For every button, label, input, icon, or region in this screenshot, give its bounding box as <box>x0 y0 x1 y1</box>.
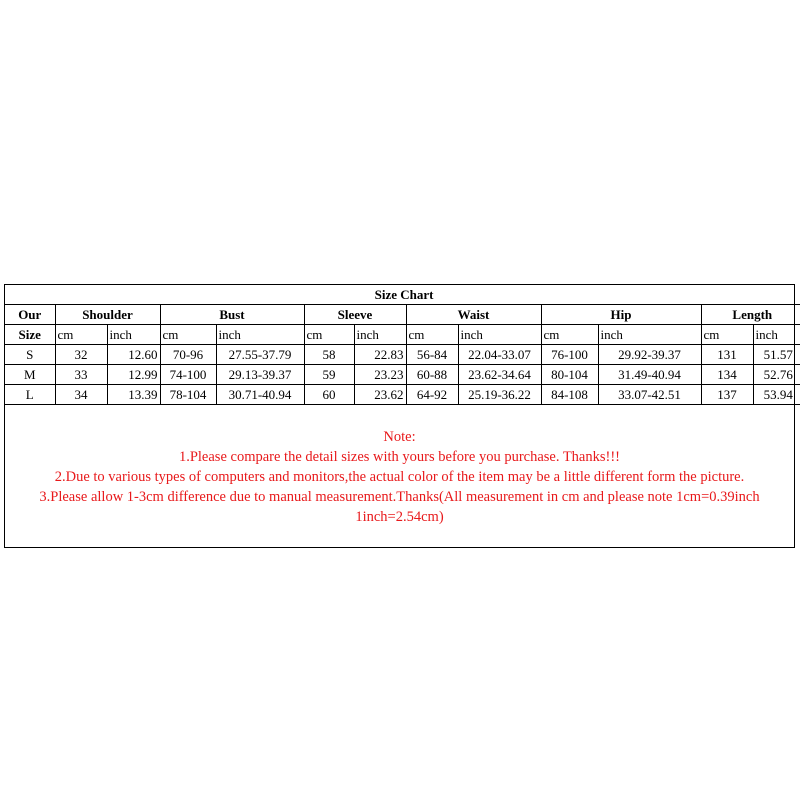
sleeve-inch-value: 22.83 <box>354 345 406 365</box>
length-cm-value: 134 <box>701 365 753 385</box>
unit-cm: cm <box>160 325 216 345</box>
waist-inch-value: 25.19-36.22 <box>458 385 541 405</box>
unit-cm: cm <box>541 325 598 345</box>
unit-header-row <box>5 325 800 345</box>
header-length: Length <box>701 305 800 325</box>
waist-inch-value: 23.62-34.64 <box>458 365 541 385</box>
table-row <box>5 365 800 385</box>
hip-inch-value: 29.92-39.37 <box>598 345 701 365</box>
note-line-3: 3.Please allow 1-3cm difference due to manual measurement.Thanks(All measurement in cm and please note 1cm=0.39inch <box>39 489 760 505</box>
header-bust: Bust <box>160 305 304 325</box>
unit-inch: inch <box>216 325 304 345</box>
waist-cm-value: 64-92 <box>406 385 458 405</box>
shoulder-cm-value: 32 <box>55 345 107 365</box>
sleeve-cm-value: 58 <box>304 345 354 365</box>
unit-inch: inch <box>598 325 701 345</box>
notes-block <box>5 427 794 527</box>
length-cm-value: 131 <box>701 345 753 365</box>
bust-inch-value: 27.55-37.79 <box>216 345 304 365</box>
unit-inch: inch <box>354 325 406 345</box>
chart-title: Size Chart <box>5 285 800 305</box>
sleeve-inch-value: 23.23 <box>354 365 406 385</box>
header-hip: Hip <box>541 305 701 325</box>
shoulder-inch-value: 12.60 <box>107 345 160 365</box>
unit-cm: cm <box>406 325 458 345</box>
size-label: M <box>5 365 55 385</box>
hip-cm-value: 84-108 <box>541 385 598 405</box>
length-inch-value: 52.76 <box>753 365 800 385</box>
unit-cm: cm <box>55 325 107 345</box>
waist-cm-value: 56-84 <box>406 345 458 365</box>
notes-heading: Note: <box>383 429 416 445</box>
hip-cm-value: 80-104 <box>541 365 598 385</box>
length-inch-value: 51.57 <box>753 345 800 365</box>
hip-inch-value: 31.49-40.94 <box>598 365 701 385</box>
size-chart-table <box>5 285 800 405</box>
note-line-1: 1.Please compare the detail sizes with yours before you purchase. Thanks!!! <box>178 449 621 465</box>
hip-cm-value: 76-100 <box>541 345 598 365</box>
size-label: S <box>5 345 55 365</box>
title-row <box>5 285 800 305</box>
header-sleeve: Sleeve <box>304 305 406 325</box>
shoulder-cm-value: 33 <box>55 365 107 385</box>
shoulder-cm-value: 34 <box>55 385 107 405</box>
waist-inch-value: 22.04-33.07 <box>458 345 541 365</box>
sleeve-cm-value: 60 <box>304 385 354 405</box>
size-label: L <box>5 385 55 405</box>
length-inch-value: 53.94 <box>753 385 800 405</box>
bust-cm-value: 70-96 <box>160 345 216 365</box>
length-cm-value: 137 <box>701 385 753 405</box>
unit-inch: inch <box>753 325 800 345</box>
note-line-2: 2.Due to various types of computers and monitors,the actual color of the item may be a little different form the picture. <box>54 469 745 485</box>
bust-inch-value: 29.13-39.37 <box>216 365 304 385</box>
hip-inch-value: 33.07-42.51 <box>598 385 701 405</box>
note-line-4: 1inch=2.54cm) <box>355 509 444 525</box>
bust-cm-value: 78-104 <box>160 385 216 405</box>
sleeve-inch-value: 23.62 <box>354 385 406 405</box>
group-header-row <box>5 305 800 325</box>
table-row <box>5 345 800 365</box>
table-row <box>5 385 800 405</box>
waist-cm-value: 60-88 <box>406 365 458 385</box>
shoulder-inch-value: 13.39 <box>107 385 160 405</box>
bust-cm-value: 74-100 <box>160 365 216 385</box>
sleeve-cm-value: 59 <box>304 365 354 385</box>
bust-inch-value: 30.71-40.94 <box>216 385 304 405</box>
corner-our: Our <box>5 305 55 325</box>
corner-size: Size <box>5 325 55 345</box>
shoulder-inch-value: 12.99 <box>107 365 160 385</box>
unit-cm: cm <box>304 325 354 345</box>
size-chart-sheet <box>4 284 795 548</box>
unit-inch: inch <box>107 325 160 345</box>
header-shoulder: Shoulder <box>55 305 160 325</box>
unit-cm: cm <box>701 325 753 345</box>
header-waist: Waist <box>406 305 541 325</box>
unit-inch: inch <box>458 325 541 345</box>
